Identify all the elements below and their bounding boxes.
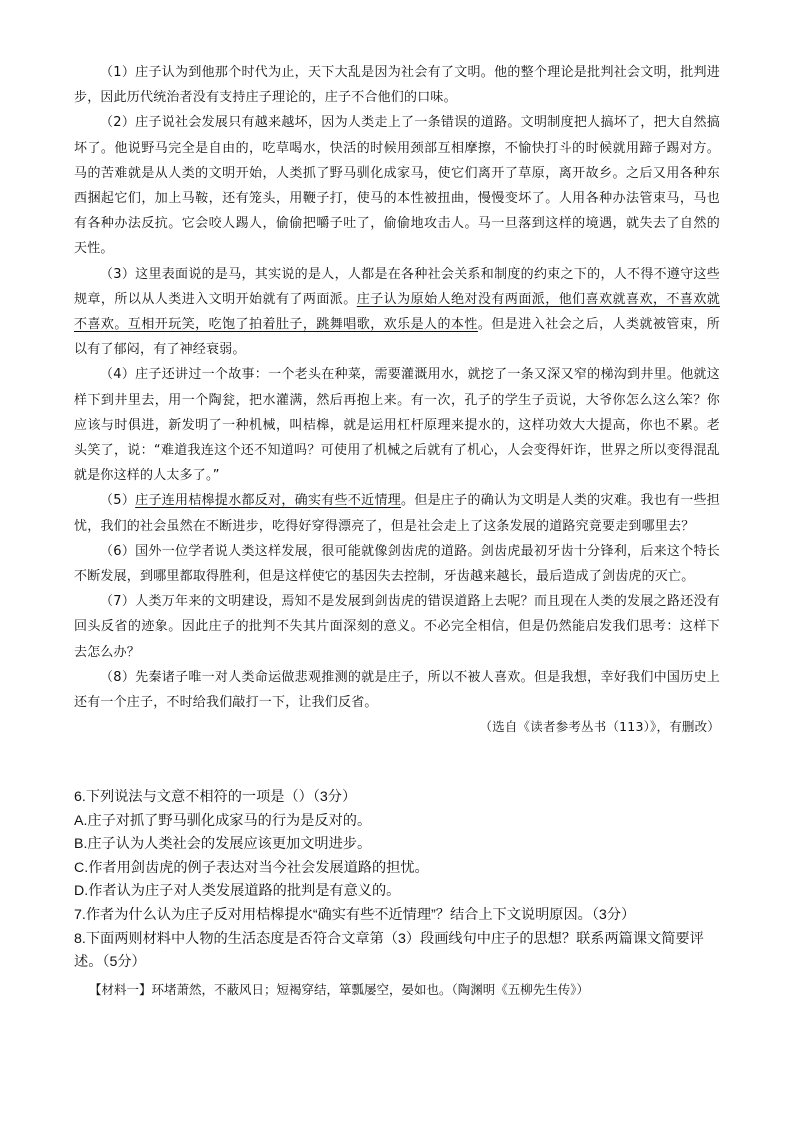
question-8-line-1: 8.下面两则材料中人物的生活态度是否符合文章第（3）段画线句中庄子的思想？联系两篇课文简要评 bbox=[74, 930, 704, 947]
paragraph-5-text-after: 。但是庄子的确认为文明是人类的灾难。我也有一些担忧，我们的社会虽然在不断进步，吃得好穿得漂亮了，但是社会走上了这条发展的道路究竟要走到哪里去？ bbox=[74, 493, 720, 534]
paragraph-4: （4）庄子还讲过一个故事：一个老头在种菜，需要灌溉用水，就挖了一条又深又窄的梯沟到井里。他就这样下到井里去，用一个陶瓮，把水灌满，然后再抱上来。有一次，孔子的学生子贡说，大爷你怎么这么笨？你应该与时俱进，新发明了一种机械，叫桔槔，就是运用杠杆原理来提水的，这样功效大大提高，你也不累。老头笑了，说：“难道我连这个还不知道吗？可使用了机械之后就有了机心，人会变得奸诈，世界之所以变得混乱就是你这样的人太多了。” bbox=[74, 367, 720, 484]
question-6-option-b: B.庄子认为人类社会的发展应该更加文明进步。 bbox=[74, 836, 372, 853]
paragraph-3 bbox=[74, 262, 720, 363]
question-6-option-a: A.庄子对抓了野马驯化成家马的行为是反对的。 bbox=[74, 812, 372, 829]
paragraph-7: （7）人类万年来的文明建设，焉知不是发展到剑齿虎的错误道路上去呢？而且现在人类的发展之路还没有回头反省的迹象。因此庄子的批判不失其片面深刻的意义。不必完全相信，但是仍然能启发我们思考：这样下去怎么办？ bbox=[74, 594, 720, 660]
paragraph-5 bbox=[74, 488, 720, 538]
reading-passage bbox=[74, 60, 720, 739]
question-7: 7.作者为什么认为庄子反对用桔槔提水“确实有些不近情理”？结合上下文说明原因。（3分） bbox=[74, 906, 636, 923]
paragraph-8: （8）先秦诸子唯一对人类命运做悲观推测的就是庄子，所以不被人喜欢。但是我想，幸好我们中国历史上还有一个庄子，不时给我们敲打一下，让我们反省。 bbox=[74, 669, 720, 711]
paragraph-5-underlined-sentence: 庄子连用桔槔提水都反对，确实有些不近情理 bbox=[135, 493, 402, 509]
paragraph-2: （2）庄子说社会发展只有越来越坏，因为人类走上了一条错误的道路。文明制度把人搞坏了，把大自然搞坏了。他说野马完全是自由的，吃草喝水，快活的时候用颈部互相摩擦，不愉快打斗的时候就用蹄子踢对方。马的苦难就是从人类的文明开始，人类抓了野马驯化成家马，使它们离开了草原，离开故乡。之后又用各种东西捆起它们，加上马鞍，还有笼头，用鞭子打，使马的本性被扭曲，慢慢变坏了。人用各种办法管束马，马也有各种办法反抗。它会咬人踢人，偷偷把嚼子吐了，偷偷地攻击人。马一旦落到这样的境遇，就失去了自然的天性。 bbox=[74, 115, 720, 257]
questions-section bbox=[74, 786, 724, 1003]
paragraph-3-underlined-sentence: 庄子认为原始人绝对没有两面派，他们喜欢就喜欢，不喜欢就不喜欢。互相开玩笑，吃饱了拍着肚子，跳舞唱歌，欢乐是人的本性 bbox=[74, 291, 721, 333]
question-6-option-c: C.作者用剑齿虎的例子表达对当今社会发展道路的担忧。 bbox=[74, 859, 429, 876]
paragraph-3-text-before: （3）这里表面说的是马，其实说的是人，人都是在各种社会关系和制度的约束之下的，人不得不遵守这些规章，所以从人类进入文明开始就有了两面派。 bbox=[74, 266, 720, 307]
question-6-option-d: D.作者认为庄子对人类发展道路的批判是有意义的。 bbox=[74, 883, 401, 900]
paragraph-5-number: （5） bbox=[100, 493, 136, 509]
material-1: 【材料一】环堵萧然，不蔽风日；短褐穿结，箪瓢屡空，晏如也。（陶渊明《五柳先生传》） bbox=[89, 981, 590, 997]
paragraph-3-text-after: 。但是进入社会之后，人类就被管束，所以有了郁闷，有了神经衰弱。 bbox=[74, 317, 720, 358]
question-8-line-2: 述。（5分） bbox=[74, 954, 146, 971]
paragraph-1: （1）庄子认为到他那个时代为止，天下大乱是因为社会有了文明。他的整个理论是批判社会文明，批判进步，因此历代统治者没有支持庄子理论的，庄子不合他们的口味。 bbox=[74, 65, 720, 106]
paragraph-6: （6）国外一位学者说人类这样发展，很可能就像剑齿虎的道路。剑齿虎最初牙齿十分锋利，后来这个特长不断发展，到哪里都取得胜利，但是这样使它的基因失去控制，牙齿越来越长，最后造成了剑齿虎的灭亡。 bbox=[74, 543, 720, 585]
question-6-stem: 6.下列说法与文意不相符的一项是（）（3分） bbox=[74, 789, 357, 805]
source-citation: （选自《读者参考丛书（113）》，有删改） bbox=[479, 719, 720, 735]
